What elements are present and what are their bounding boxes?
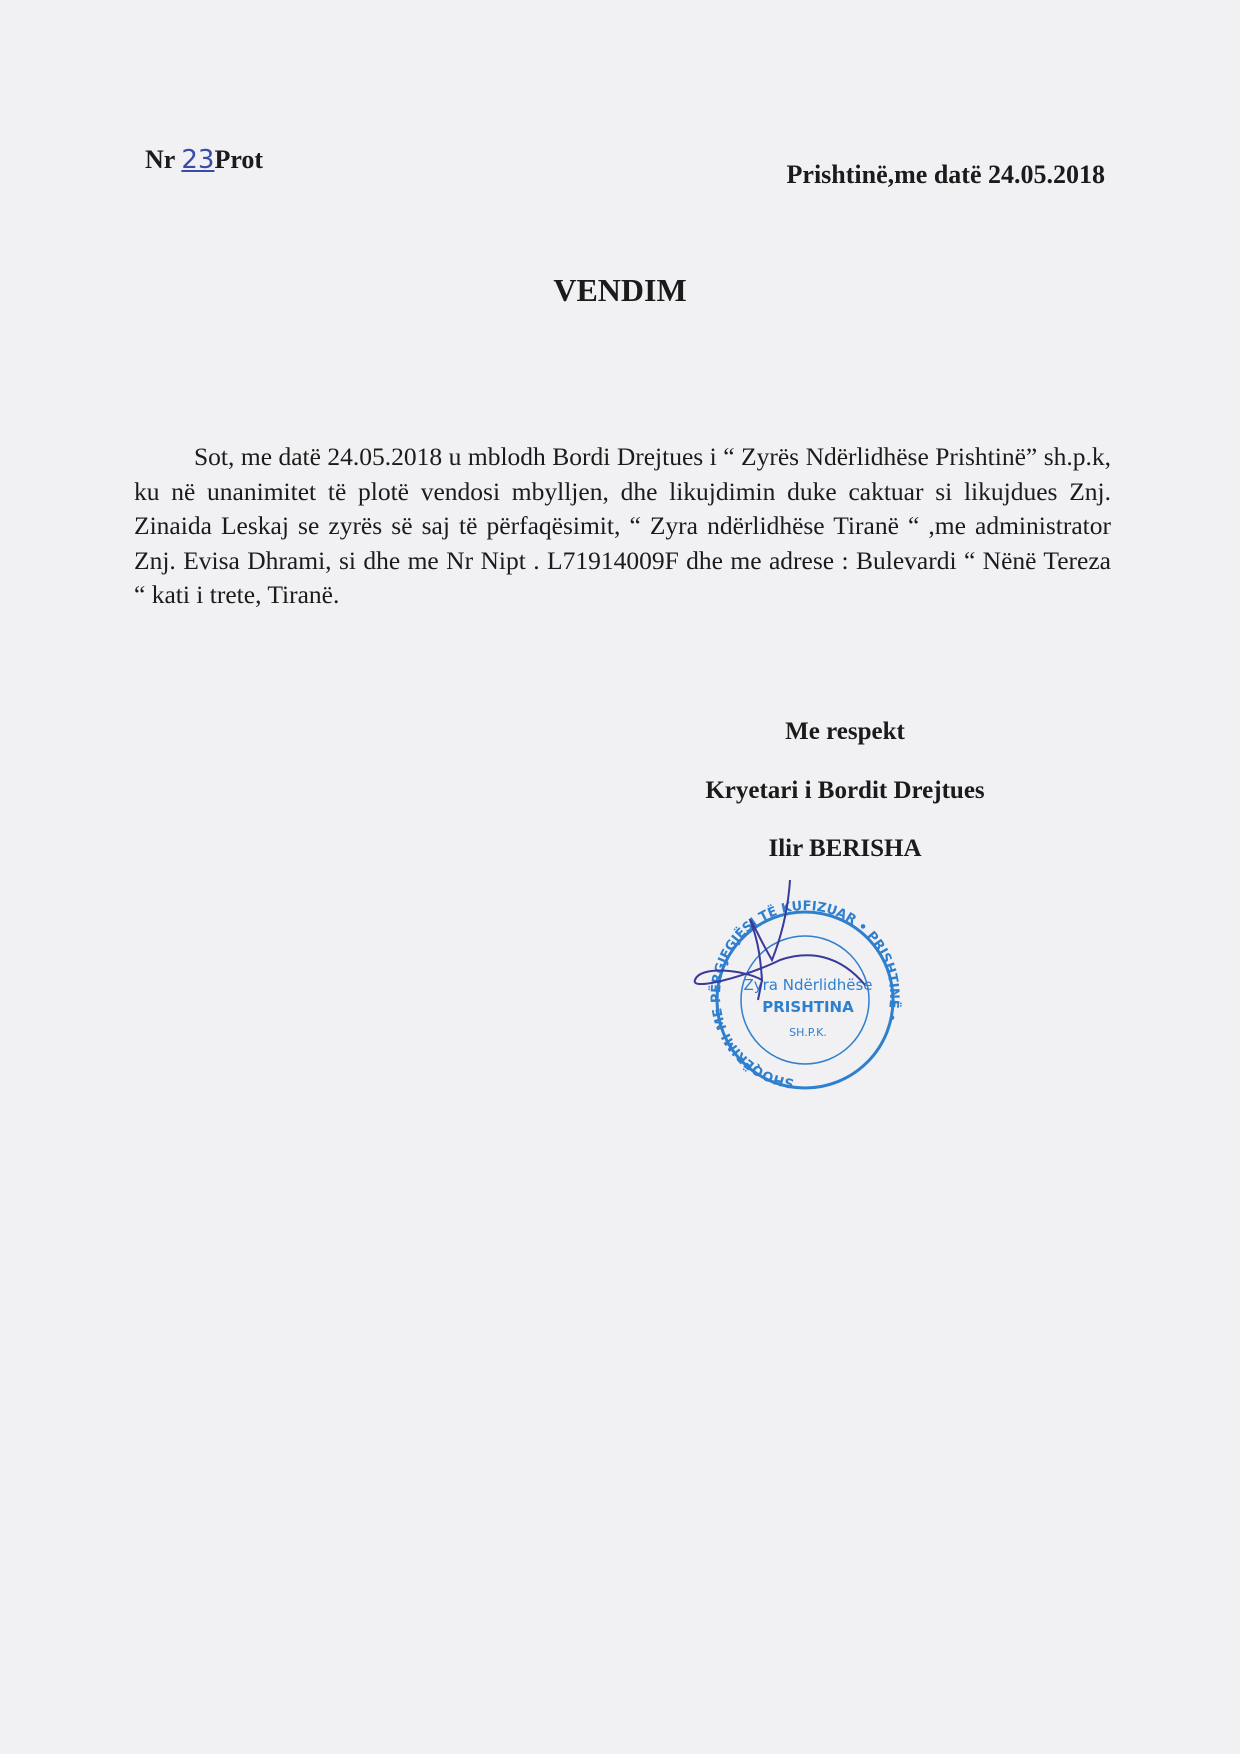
prot-label: Prot [214,145,264,174]
closing: Me respekt [785,718,905,745]
stamp-line1: Zyra Ndërlidhëse [743,976,873,994]
stamp-line3: SH.P.K. [789,1026,827,1039]
body-text: Sot, me datë 24.05.2018 u mblodh Bordi Drejtues i “ Zyrës Ndërlidhëse Prishtinë” sh.p.k, ku në unanimitet të plotë vendosi mbylljen, dhe likujdimin duke caktuar si likujdues Znj. Zinaida Leskaj se zyrës së saj të përfaqësimit, “ Zyra ndërlidhëse Tiranë “ ,me administrator Znj. Evisa Dhrami, si dhe me Nr Nipt . L71914009F dhe me adrese : Bulevardi “ Nënë Tereza “ kati i trete, Tiranë. [134,442,1111,609]
signer-name: Ilir BERISHA [768,835,922,862]
svg-text:SHOQËRIMI ME PËRGJEGJËSI TË KU: SHOQËRIMI ME PËRGJEGJËSI TË KUFIZUAR • PRISHTINË • [708,898,902,1091]
nr-label: Nr [145,145,182,174]
protocol-number [145,145,263,175]
stamp-line2: PRISHTINA [762,998,854,1016]
document-title: VENDIM [553,272,687,308]
company-stamp [690,880,930,1100]
handwritten-number: 23 [181,145,215,175]
place-date: Prishtinë,me datë 24.05.2018 [786,160,1105,189]
body-paragraph [134,440,1111,613]
signer-role: Kryetari i Bordit Drejtues [705,777,985,804]
